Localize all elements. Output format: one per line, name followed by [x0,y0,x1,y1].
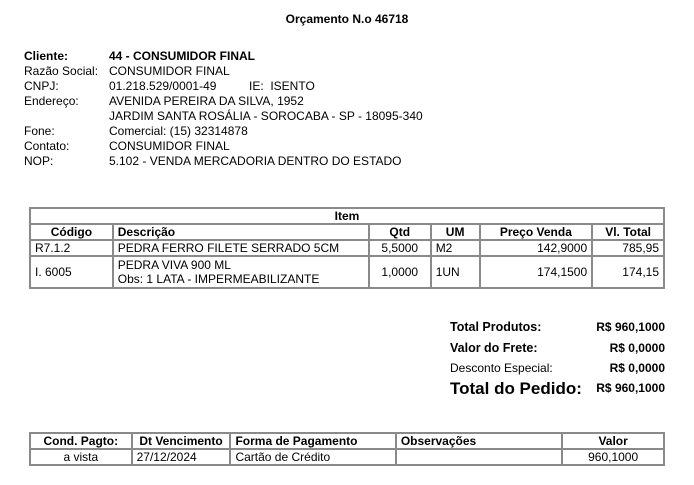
endereco-line1: AVENIDA PEREIRA DA SILVA, 1952 [109,94,304,108]
items-section-header [30,208,664,224]
total-pedido-row [450,381,665,405]
cell-obs: Obs: 1 LATA - IMPERMEABILIZANTE [117,272,320,286]
cell-preco: 142,9000 [480,240,593,256]
header-vl-total: Vl. Total [592,224,664,240]
cell-preco: 174,1500 [480,256,593,288]
items-column-headers [30,224,664,240]
cell-descricao: PEDRA FERRO FILETE SERRADO 5CM [113,240,369,256]
cell-codigo: R7.1.2 [30,240,113,256]
cell-descricao-with-obs [113,256,369,288]
items-section-title: Item [30,208,664,224]
desconto-row [450,361,665,381]
header-cond-pagto: Cond. Pagto: [30,433,132,449]
total-produtos-label: Total Produtos: [450,320,542,334]
header-forma-pagamento: Forma de Pagamento [230,433,395,449]
razao-label: Razão Social: [24,64,99,78]
cliente-label: Cliente: [24,49,69,63]
cell-dt-vencimento: 27/12/2024 [132,449,231,465]
cell-qtd: 5,5000 [369,240,431,256]
cell-cond-pagto: a vista [30,449,132,465]
header-descricao: Descrição [113,224,369,240]
nop-label: NOP: [24,154,54,168]
cell-total: 785,95 [592,240,664,256]
nop-value: 5.102 - VENDA MERCADORIA DENTRO DO ESTADO [109,154,402,168]
total-pedido-value: R$ 960,1000 [596,381,665,395]
header-observacoes: Observações [396,433,562,449]
cell-total: 174,15 [592,256,664,288]
contato-value: CONSUMIDOR FINAL [109,139,230,153]
cell-codigo: I. 6005 [30,256,113,288]
desconto-value: R$ 0,0000 [609,361,665,375]
cnpj-label: CNPJ: [24,79,59,93]
ie-label: IE: [249,79,264,93]
cell-descricao: PEDRA VIVA 900 ML [117,258,231,272]
header-valor: Valor [562,433,664,449]
ie-value: ISENTO [270,79,315,93]
cell-um: 1UN [431,256,480,288]
header-qtd: Qtd [369,224,431,240]
table-row [30,240,664,256]
totals-block [450,320,665,405]
cliente-value: 44 - CONSUMIDOR FINAL [109,49,256,63]
cnpj-value: 01.218.529/0001-49 [109,79,217,93]
cell-forma-pagamento: Cartão de Crédito [230,449,395,465]
valor-frete-value: R$ 0,0000 [609,341,665,355]
total-produtos-value: R$ 960,1000 [596,320,665,334]
table-row [30,256,664,288]
header-preco-venda: Preço Venda [480,224,593,240]
razao-value: CONSUMIDOR FINAL [109,64,230,78]
header-um: UM [431,224,480,240]
fone-value: Comercial: (15) 32314878 [109,124,248,138]
desconto-label: Desconto Especial: [450,361,553,375]
cell-um: M2 [431,240,480,256]
payments-column-headers [30,433,664,449]
contato-label: Contato: [24,139,70,153]
header-dt-vencimento: Dt Vencimento [132,433,231,449]
total-pedido-label: Total do Pedido: [450,379,582,398]
valor-frete-label: Valor do Frete: [450,341,538,355]
cell-valor: 960,1000 [562,449,664,465]
ie-field [249,79,315,94]
valor-frete-row [450,341,665,361]
header-codigo: Código [30,224,113,240]
table-row [30,449,664,465]
endereco-line2: JARDIM SANTA ROSÁLIA - SOROCABA - SP - 18095-340 [109,109,423,123]
document-title: Orçamento N.o 46718 [285,12,409,26]
items-table [29,207,665,289]
endereco-label: Endereço: [24,94,79,108]
payments-table [29,432,665,466]
cell-qtd: 1,0000 [369,256,431,288]
cell-observacoes [396,449,562,465]
total-produtos-row [450,320,665,341]
fone-label: Fone: [24,124,55,138]
